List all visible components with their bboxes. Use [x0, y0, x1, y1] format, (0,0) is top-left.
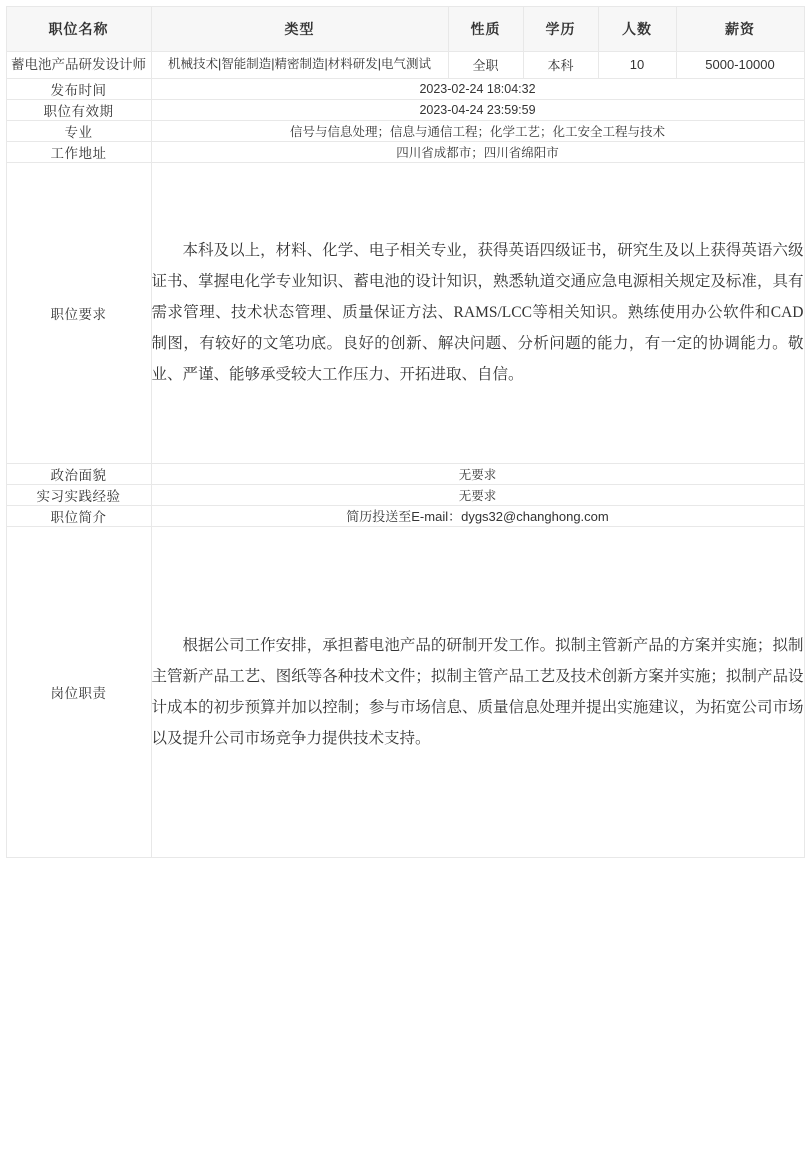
- table-row: [6, 52, 804, 79]
- row-value-political-status: 无要求: [151, 463, 804, 484]
- row-value-valid-until: 2023-04-24 23:59:59: [151, 99, 804, 120]
- job-salary-value: 5000-10000: [676, 52, 804, 79]
- row-label-duties: 岗位职责: [6, 526, 151, 857]
- table-row-political-status: [6, 463, 804, 484]
- row-label-publish-time: 发布时间: [6, 78, 151, 99]
- column-header-headcount: 人数: [598, 7, 676, 52]
- job-headcount-value: 10: [598, 52, 676, 79]
- table-row-major: [6, 120, 804, 141]
- table-row-requirements: [6, 162, 804, 463]
- row-value-requirements: 本科及以上，材料、化学、电子相关专业，获得英语四级证书，研究生及以上获得英语六级证书、掌握电化学专业知识、蓄电池的设计知识，熟悉轨道交通应急电源相关规定及标准，具有需求管理、技术状态管理、质量保证方法、RAMS/LCC等相关知识。熟练使用办公软件和CAD制图，有较好的文笔功底。良好的创新、解决问题、分析问题的能力，有一定的协调能力。敬业、严谨、能够承受较大工作压力、开拓进取、自信。: [151, 162, 804, 463]
- row-value-duties: 根据公司工作安排，承担蓄电池产品的研制开发工作。拟制主管新产品的方案并实施；拟制主管新产品工艺、图纸等各种技术文件；拟制主管产品工艺及技术创新方案并实施；拟制产品设计成本的初步预算并加以控制；参与市场信息、质量信息处理并提出实施建议，为拓宽公司市场以及提升公司市场竞争力提供技术支持。: [151, 526, 804, 857]
- row-value-major: 信号与信息处理；信息与通信工程；化学工艺；化工安全工程与技术: [151, 120, 804, 141]
- row-label-requirements: 职位要求: [6, 162, 151, 463]
- job-title-value: 蓄电池产品研发设计师: [6, 52, 151, 79]
- table-row-valid-until: [6, 99, 804, 120]
- row-value-internship-experience: 无要求: [151, 484, 804, 505]
- job-nature-value: 全职: [448, 52, 523, 79]
- job-type-value: 机械技术|智能制造|精密制造|材料研发|电气测试: [151, 52, 448, 79]
- row-value-publish-time: 2023-02-24 18:04:32: [151, 78, 804, 99]
- column-header-nature: 性质: [448, 7, 523, 52]
- job-detail-table: [6, 6, 805, 858]
- row-label-major: 专业: [6, 120, 151, 141]
- row-label-internship-experience: 实习实践经验: [6, 484, 151, 505]
- table-row-internship-experience: [6, 484, 804, 505]
- table-row-work-address: [6, 141, 804, 162]
- table-row-intro: [6, 505, 804, 526]
- table-header-row: [6, 7, 804, 52]
- row-value-work-address: 四川省成都市；四川省绵阳市: [151, 141, 804, 162]
- column-header-education: 学历: [523, 7, 598, 52]
- table-row-duties: [6, 526, 804, 857]
- job-education-value: 本科: [523, 52, 598, 79]
- row-label-intro: 职位简介: [6, 505, 151, 526]
- table-row-publish-time: [6, 78, 804, 99]
- row-label-work-address: 工作地址: [6, 141, 151, 162]
- row-label-valid-until: 职位有效期: [6, 99, 151, 120]
- row-value-intro: 简历投送至E-mail：dygs32@changhong.com: [151, 505, 804, 526]
- row-label-political-status: 政治面貌: [6, 463, 151, 484]
- column-header-type: 类型: [151, 7, 448, 52]
- column-header-job-title: 职位名称: [6, 7, 151, 52]
- column-header-salary: 薪资: [676, 7, 804, 52]
